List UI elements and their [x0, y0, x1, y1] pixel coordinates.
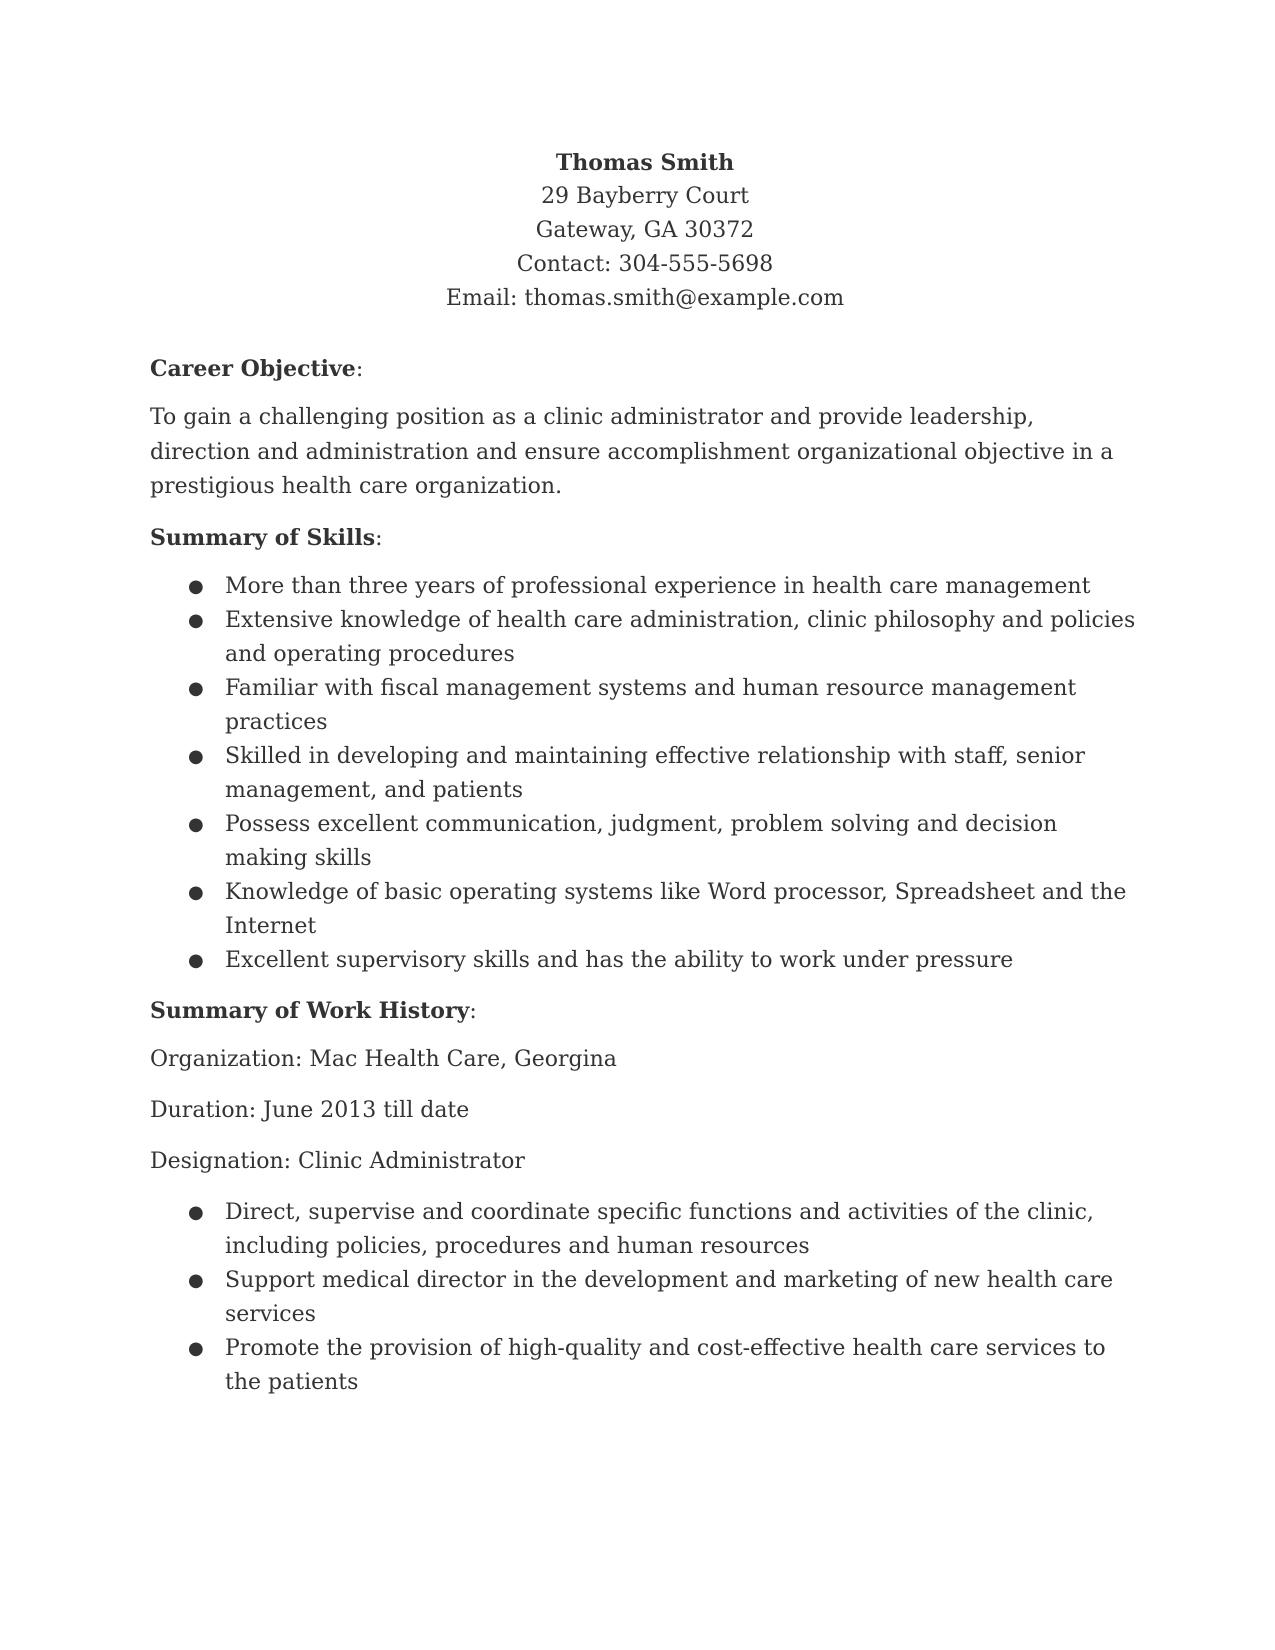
bullet-icon: ●	[188, 575, 204, 597]
responsibility-item-text: Direct, supervise and coordinate specific functions and activities of the clinic, including policies, procedures and human resources	[225, 1199, 1094, 1259]
bullet-icon: ●	[188, 949, 204, 971]
organization-field: Organization: Mac Health Care, Georgina	[150, 1046, 617, 1072]
address-line-2: Gateway, GA 30372	[535, 218, 755, 243]
bullet-icon: ●	[188, 1201, 204, 1223]
responsibility-item-text: Support medical director in the development and marketing of new health care services	[225, 1267, 1114, 1327]
bullet-icon: ●	[188, 813, 204, 835]
responsibility-item	[150, 1196, 1140, 1264]
career-objective-heading	[150, 352, 1140, 387]
work-history-heading	[150, 994, 1140, 1029]
heading-colon: :	[355, 357, 364, 382]
contact-header	[150, 146, 1140, 316]
work-history-heading-text: Summary of Work History	[150, 997, 470, 1024]
responsibilities-list	[150, 1196, 1140, 1400]
skill-item	[150, 944, 1140, 978]
heading-colon: :	[469, 998, 477, 1024]
skill-item-text: Extensive knowledge of health care administration, clinic philosophy and policies and operating procedures	[225, 607, 1136, 667]
skill-item-text: Excellent supervisory skills and has the ability to work under pressure	[225, 947, 1014, 973]
skill-item-text: Knowledge of basic operating systems like Word processor, Spreadsheet and the Internet	[225, 879, 1127, 939]
bullet-icon: ●	[188, 1337, 204, 1359]
skill-item	[150, 808, 1140, 876]
skills-heading	[150, 521, 1140, 556]
skill-item-text: More than three years of professional experience in health care management	[225, 573, 1091, 599]
heading-colon: :	[375, 525, 383, 551]
skill-item	[150, 604, 1140, 672]
designation-field: Designation: Clinic Administrator	[150, 1148, 525, 1174]
skill-item	[150, 876, 1140, 944]
skills-heading-text: Summary of Skills	[150, 524, 376, 551]
skill-item-text: Familiar with fiscal management systems and human resource management practices	[225, 675, 1077, 735]
contact-phone: Contact: 304-555-5698	[516, 252, 774, 277]
skill-item	[150, 570, 1140, 604]
contact-email: Email: thomas.smith@example.com	[445, 286, 845, 311]
skills-list	[150, 570, 1140, 978]
bullet-icon: ●	[188, 745, 204, 767]
resume-content	[150, 146, 1140, 1416]
responsibility-item-text: Promote the provision of high-quality and cost-effective health care services to the patients	[225, 1335, 1106, 1395]
skill-item-text: Possess excellent communication, judgment, problem solving and decision making skills	[225, 811, 1058, 871]
career-objective-heading-text: Career Objective	[150, 356, 356, 382]
bullet-icon: ●	[188, 881, 204, 903]
address-line-1: 29 Bayberry Court	[541, 184, 749, 209]
bullet-icon: ●	[188, 1269, 204, 1291]
responsibility-item	[150, 1264, 1140, 1332]
career-objective-text: To gain a challenging position as a clinic administrator and provide leadership, direction and administration and ensure accomplishment organizational objective in a prestigious health care organization.	[150, 405, 1114, 499]
skill-item	[150, 740, 1140, 808]
skill-item	[150, 672, 1140, 740]
applicant-name: Thomas Smith	[555, 150, 735, 176]
skill-item-text: Skilled in developing and maintaining effective relationship with staff, senior management, and patients	[225, 743, 1086, 803]
bullet-icon: ●	[188, 609, 204, 631]
responsibility-item	[150, 1332, 1140, 1400]
duration-field: Duration: June 2013 till date	[150, 1097, 470, 1123]
bullet-icon: ●	[188, 677, 204, 699]
